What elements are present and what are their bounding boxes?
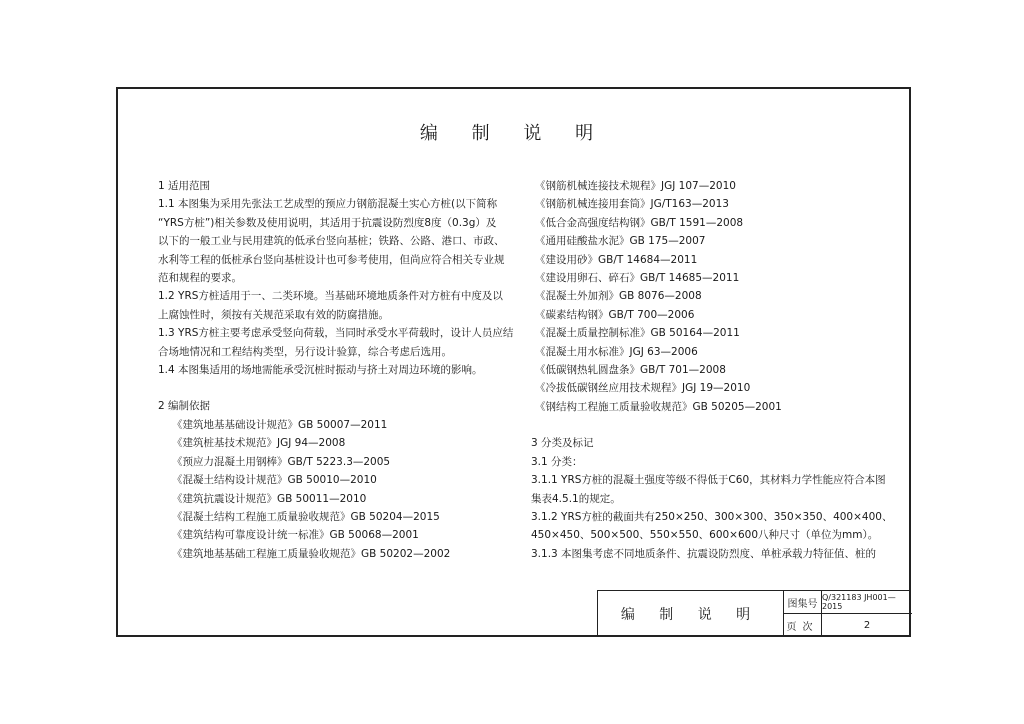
subsection-3-1: 3.1 分类： (531, 455, 583, 468)
reference-item: 《混凝土用水标准》JGJ 63—2006 (535, 345, 698, 358)
reference-item: 《钢筋机械连接用套筒》JG/T163—2013 (535, 198, 729, 211)
paragraph-1-4-line: 1.4 本图集适用的场地需能承受沉桩时振动与挤土对周边环境的影响。 (158, 364, 483, 377)
reference-item: 《混凝土结构工程施工质量验收规范》GB 50204—2015 (172, 510, 440, 523)
left-column (158, 177, 513, 563)
paragraph-1-2-line: 1.2 YRS方桩适用于一、二类环境。当基础环境地质条件对方桩有中度及以 (158, 290, 503, 303)
reference-item: 《预应力混凝土用钢棒》GB/T 5223.3—2005 (172, 455, 391, 468)
paragraph-1-3-line: 1.3 YRS方桩主要考虑承受竖向荷载，当同时承受水平荷载时，设计人员应结 (158, 327, 514, 340)
reference-item: 《冷拔低碳钢丝应用技术规程》JGJ 19—2010 (535, 382, 751, 395)
reference-item: 《混凝土质量控制标准》GB 50164—2011 (535, 327, 740, 340)
atlas-number-label: 图集号 (784, 591, 822, 614)
paragraph-3-1-3-line: 3.1.3 本图集考虑不同地质条件、抗震设防烈度、单桩承载力特征值、桩的 (531, 547, 877, 560)
reference-item: 《建设用砂》GB/T 14684—2011 (535, 253, 698, 266)
spacer (531, 416, 892, 434)
drawing-sheet (116, 87, 911, 637)
reference-item: 《低合金高强度结构钢》GB/T 1591—2008 (535, 216, 744, 229)
page-number-label: 页次 (784, 614, 822, 637)
paragraph-3-1-2-line: 3.1.2 YRS方桩的截面共有250×250、300×300、350×350、400×400、 (531, 510, 893, 523)
title-block-name: 编 制 说 明 (598, 591, 784, 637)
reference-item: 《钢筋机械连接技术规程》JGJ 107—2010 (535, 180, 736, 192)
paragraph-1-1-line: 以下的一般工业与民用建筑的低承台竖向基桩；铁路、公路、港口、市政、 (158, 235, 505, 248)
atlas-number-value: Q/321183 JH001—2015 (822, 591, 912, 614)
section-3-heading: 3 分类及标记 (531, 437, 594, 450)
reference-item: 《钢结构工程施工质量验收规范》GB 50205—2001 (535, 400, 782, 413)
reference-item: 《建筑抗震设计规范》GB 50011—2010 (172, 492, 367, 505)
reference-item: 《混凝土结构设计规范》GB 50010—2010 (172, 474, 377, 487)
reference-item: 《建设用卵石、碎石》GB/T 14685—2011 (535, 272, 740, 285)
paragraph-3-1-1-line: 3.1.1 YRS方桩的混凝土强度等级不得低于C60，其材料力学性能应符合本图 (531, 474, 886, 487)
reference-item: 《建筑桩基技术规范》JGJ 94—2008 (172, 437, 346, 450)
right-column (531, 177, 892, 563)
section-2-heading: 2 编制依据 (158, 400, 211, 413)
paragraph-3-1-1-line: 集表4.5.1的规定。 (531, 492, 621, 505)
reference-item: 《通用硅酸盐水泥》GB 175—2007 (535, 235, 706, 248)
section-1-heading: 1 适用范围 (158, 180, 211, 192)
title-block (597, 590, 911, 637)
paragraph-1-1-line: 范和规程的要求。 (158, 272, 242, 285)
reference-item: 《建筑地基基础工程施工质量验收规范》GB 50202—2002 (172, 547, 451, 560)
paragraph-1-3-line: 合场地情况和工程结构类型，另行设计验算，综合考虑后选用。 (158, 345, 452, 358)
page-title: 编 制 说 明 (419, 123, 608, 144)
reference-item: 《建筑地基基础设计规范》GB 50007—2011 (172, 418, 388, 431)
reference-item: 《碳素结构钢》GB/T 700—2006 (535, 308, 695, 321)
paragraph-3-1-2-line: 450×450、500×500、550×550、600×600八种尺寸（单位为mm）。 (531, 529, 879, 542)
paragraph-1-1-line: “YRS方桩”)相关参数及使用说明，其适用于抗震设防烈度8度（0.3g）及 (158, 216, 497, 229)
spacer (158, 379, 513, 397)
page-number-value: 2 (863, 620, 871, 631)
reference-item: 《建筑结构可靠度设计统一标准》GB 50068—2001 (172, 529, 419, 542)
paragraph-1-1-line: 水利等工程的低桩承台竖向基桩设计也可参考使用，但尚应符合相关专业规 (158, 253, 505, 266)
reference-item: 《混凝土外加剂》GB 8076—2008 (535, 290, 702, 303)
paragraph-1-2-line: 上腐蚀性时，须按有关规范采取有效的防腐措施。 (158, 308, 389, 321)
reference-item: 《低碳钢热轧圆盘条》GB/T 701—2008 (535, 364, 726, 377)
paragraph-1-1-line: 1.1 本图集为采用先张法工艺成型的预应力钢筋混凝土实心方桩(以下简称 (158, 198, 498, 211)
